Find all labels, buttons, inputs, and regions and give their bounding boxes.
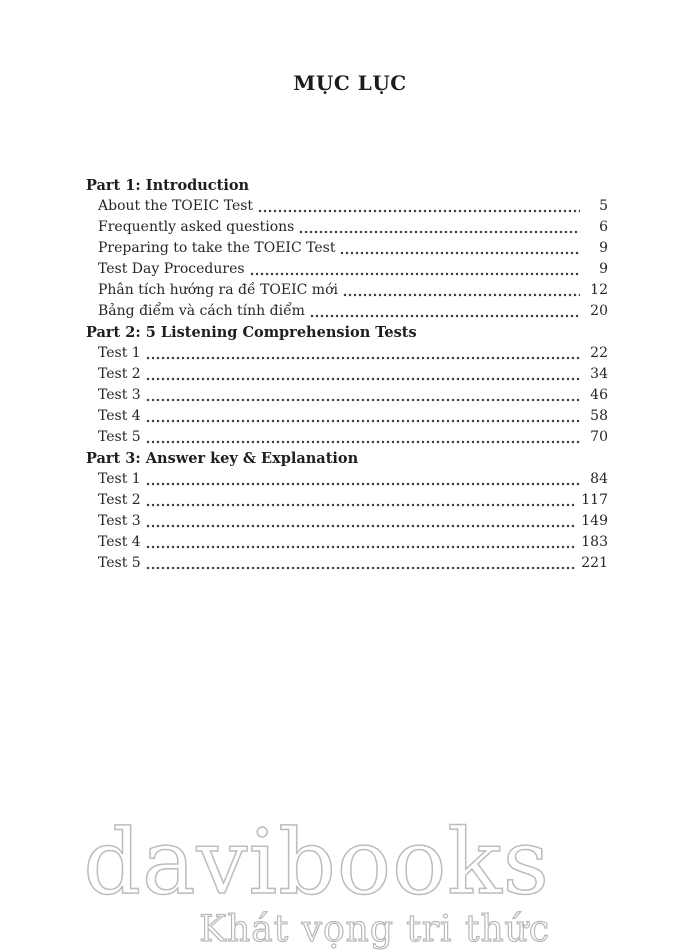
toc-entry-row [86,196,608,217]
watermark-brand: davibooks [83,810,550,915]
toc-entry-page-number: 149 [581,513,608,529]
dot-leader [146,356,580,360]
toc-entry-label: Test 3 [98,387,141,403]
dot-leader [299,230,580,234]
toc-entry-row [86,532,608,553]
dot-leader [250,272,580,276]
toc-entry-row [86,301,608,322]
dot-leader [146,503,576,507]
dot-leader [146,398,580,402]
toc-entry-page-number: 9 [599,240,608,256]
toc-entry-row [86,490,608,511]
toc-entry-page-number: 84 [590,471,608,487]
toc-entry-page-number: 58 [590,408,608,424]
dot-leader [146,545,576,549]
toc-entry-label: Test 5 [98,429,141,445]
toc-entry-page-number: 70 [590,429,608,445]
dot-leader [146,419,580,423]
toc-entry-page-number: 20 [590,303,608,319]
toc-entry-row [86,217,608,238]
toc-entry-page-number: 117 [581,492,608,508]
toc-entry-label: About the TOEIC Test [98,198,254,214]
toc-entry-page-number: 221 [581,555,608,571]
dot-leader [258,209,580,213]
dot-leader [146,377,580,381]
toc-section-heading: Part 2: 5 Listening Comprehension Tests [86,324,417,341]
toc-entry-page-number: 12 [590,282,608,298]
toc-entry-label: Test 1 [98,471,141,487]
toc-entry-page-number: 46 [590,387,608,403]
toc-section-heading: Part 3: Answer key & Explanation [86,450,359,467]
toc-entry-row [86,511,608,532]
toc-entry-label: Test 2 [98,492,141,508]
dot-leader [310,314,580,318]
toc-entry-row [86,259,608,280]
toc-entry-label: Test 3 [98,513,141,529]
dot-leader [146,440,580,444]
toc-section-heading: Part 1: Introduction [86,177,250,194]
watermark-slogan: Khát vọng tri thức [199,909,550,950]
toc-entry-label: Bảng điểm và cách tính điểm [98,303,305,319]
toc-entry-label: Phân tích hướng ra đề TOEIC mới [98,282,338,298]
dot-leader [146,524,576,528]
toc-entry-page-number: 22 [590,345,608,361]
watermark [83,810,550,950]
toc-entry-row [86,469,608,490]
toc-entry-row [86,343,608,364]
page-title: MỤC LỤC [293,71,407,96]
toc-entry-row [86,280,608,301]
toc-entry-label: Frequently asked questions [98,219,295,235]
dot-leader [343,293,580,297]
toc-entry-page-number: 9 [599,261,608,277]
toc-entry-label: Test 4 [98,408,141,424]
toc-entry-label: Test 1 [98,345,141,361]
toc-entry-row [86,364,608,385]
dot-leader [146,566,576,570]
toc-entry-row [86,553,608,574]
toc-entry-label: Test 2 [98,366,141,382]
toc-entry-label: Test 4 [98,534,141,550]
toc-entry-label: Test 5 [98,555,141,571]
toc-entry-page-number: 6 [599,219,608,235]
toc-entry-row [86,427,608,448]
toc-entry-row [86,406,608,427]
toc-entry-page-number: 34 [590,366,608,382]
dot-leader [146,482,580,486]
toc-entry-label: Preparing to take the TOEIC Test [98,240,336,256]
toc-entry-row [86,238,608,259]
toc-entry-page-number: 5 [599,198,608,214]
toc-entry-label: Test Day Procedures [98,261,245,277]
dot-leader [340,251,580,255]
table-of-contents [86,175,608,574]
toc-entry-row [86,385,608,406]
toc-entry-page-number: 183 [581,534,608,550]
